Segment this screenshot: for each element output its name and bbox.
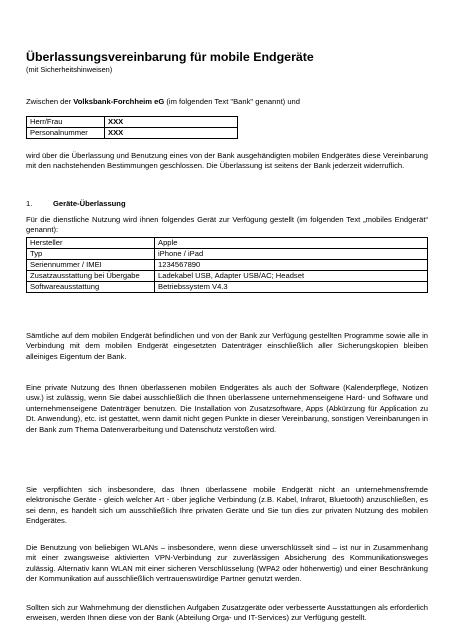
table-row [27,260,428,271]
table-row [27,117,238,128]
overlassung-paragraph: wird über die Überlassung und Benutzung eines von der Bank ausgehändigten mobilen Endgerätes diese Vereinbarung mit den nachstehenden Bestimmungen geschlossen. Die Überlassung ist seitens der Bank jederzeit widerruflich. [26,151,428,171]
intro-suffix: (im folgenden Text "Bank" genannt) und [164,97,300,106]
person-value: XXX [105,128,238,139]
intro-prefix: Zwischen der [26,97,74,106]
device-label: Zusatzausstattung bei Übergabe [27,271,155,282]
table-row [27,282,428,293]
section-heading [26,199,126,208]
device-value: Ladekabel USB, Adapter USB/AC; Headset [155,271,428,282]
body-paragraph: Die Benutzung von beliebigen WLANs – insbesondere, wenn diese unverschlüsselt sind – ist nur in Zusammenhang mit einer zwangsweise aktivierten VPN-Verbindung zur zuverlässigen Absicherung des Kommunikationsweges zulässig. Alternativ kann WLAN mit einer sicheren Verschlüsselung (WPA2 oder höherwertig) und einer Beschränkung der Kommunikation auf ausschließlich vertrauenswürdige Partner genutzt werden. [26,543,428,584]
section-title: Geräte-Überlassung [53,199,126,208]
body-paragraph: Sie verpflichten sich insbesondere, das Ihnen überlassene mobile Endgerät nicht an unternehmensfremde elektronische Geräte - gleich welcher Art - über jegliche Verbindung (z.B. Kabel, Infrarot, Bluetooth) anzuschließen, es sei denn, es handelt sich um ausschließlich Ihre privaten Geräte und Sie tun dies zur privaten Nutzung des mobilen Endgerätes. [26,485,428,526]
table-row [27,271,428,282]
intro-paragraph [26,97,428,107]
table-row [27,249,428,260]
device-label: Seriennummer / IMEI [27,260,155,271]
device-label: Hersteller [27,238,155,249]
body-paragraph: Sämtliche auf dem mobilen Endgerät befindlichen und von der Bank zur Verfügung gestellten Programme sowie alle in Verbindung mit dem mobilen Endgerät eingesetzten Datenträger einschließlich aller Sicherungskopien bleiben alleiniges Eigentum der Bank. [26,331,428,361]
document-title: Überlassungsvereinbarung für mobile Endgeräte [26,50,314,64]
device-intro-paragraph: Für die dienstliche Nutzung wird ihnen folgendes Gerät zur Verfügung gestellt (im folgenden Text „mobiles Endgerät“ genannt): [26,215,428,235]
person-label: Herr/Frau [27,117,105,128]
table-row [27,238,428,249]
device-value: 1234567890 [155,260,428,271]
document-subtitle: (mit Sicherheitshinweisen) [26,65,113,74]
device-value: iPhone / iPad [155,249,428,260]
device-value: Apple [155,238,428,249]
device-value: Betriebssystem V4.3 [155,282,428,293]
device-label: Softwareausstattung [27,282,155,293]
body-paragraph: Sollten sich zur Wahrnehmung der dienstlichen Aufgaben Zusatzgeräte oder verbesserte Ausstattungen als erforderlich erweisen, werden Ihnen diese von der Bank (Abteilung Orga- und IT-Services) zur Verfügung gestellt. [26,603,428,623]
body-paragraph: Eine private Nutzung des Ihnen überlassenen mobilen Endgerätes als auch der Software (Kalenderpflege, Notizen usw.) ist zulässig, wenn Sie dabei ausschließlich die Ihnen überlassene unternehmenseigene Hard- und Software und unternehmenseigene Datenträger benutzen. Die Installation von Zusatzsoftware, Apps (Abkürzung für Application zu Dt. Anwendung), etc. ist gestattet, wenn damit nicht gegen Punkte in dieser Vereinbarung, sonstigen Vereinbarungen in der Bank zum Thema Datenverarbeitung und Datenschutz verstoßen wird. [26,383,428,434]
person-value: XXX [105,117,238,128]
bank-name: Volksbank-Forchheim eG [73,97,165,106]
person-label: Personalnummer [27,128,105,139]
table-row [27,128,238,139]
device-table [26,237,428,293]
person-table [26,116,238,139]
section-number: 1. [26,199,33,208]
device-label: Typ [27,249,155,260]
